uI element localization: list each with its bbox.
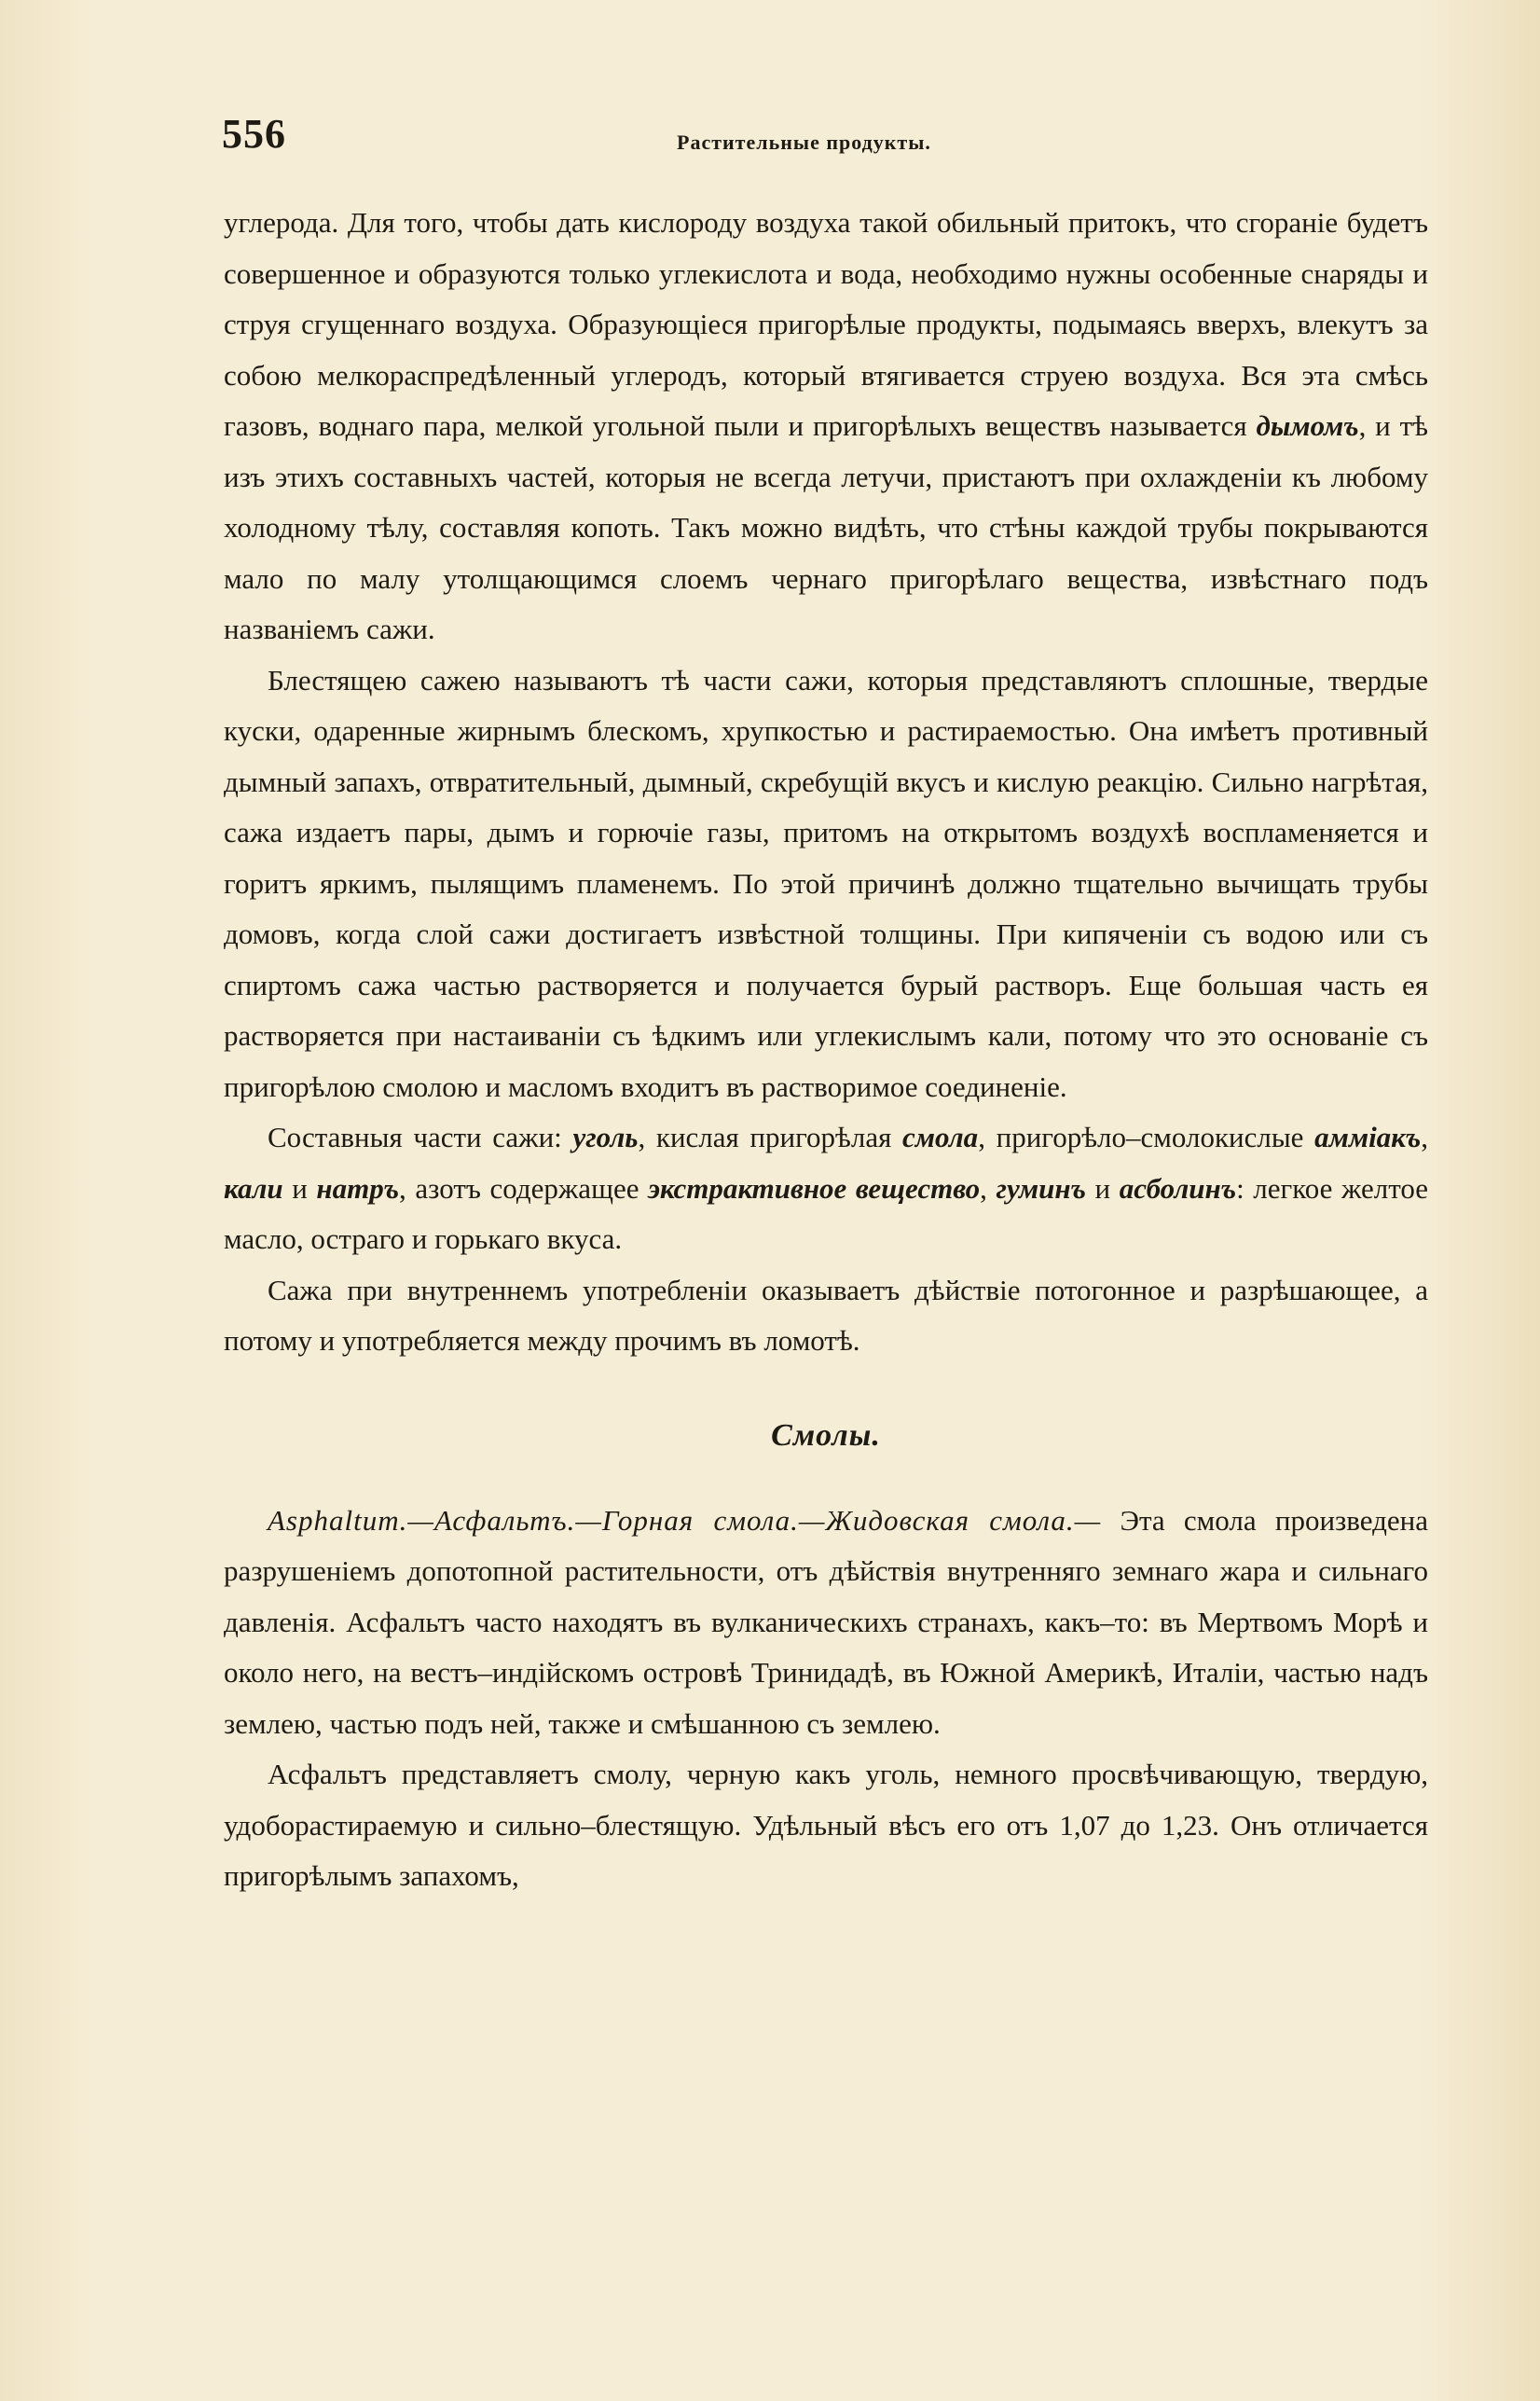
emphasized-term: уголь [572,1121,639,1153]
text-run: Сажа при внутреннемъ употребленіи оказываетъ дѣйствіе потогонное и разрѣшающее, а потому и употребляется между прочимъ въ ломотѣ. [224,1273,1428,1357]
text-run: , пригорѣло–смолокислые [978,1121,1315,1153]
text-run: , [980,1171,997,1205]
text-run: , и тѣ изъ этихъ составныхъ частей, которыя не всегда летучи, пристаютъ при охлажденіи къ любому холодному тѣлу, составляя копоть. Такъ можно видѣть, что стѣны каждой трубы покрываются мало по малу утолщающимся слоемъ чернаго пригорѣлаго вещества, извѣстнаго подъ названіемъ сажи. [224,409,1428,645]
text-run: и [282,1171,317,1205]
emphasized-term: кали [224,1171,283,1205]
paragraph-shiny-soot [224,655,1428,1113]
paragraph-asphalt-properties: Асфальтъ представляетъ смолу, черную какъ уголь, немного просвѣчивающую, твердую, удоборастираемую и сильно–блестящую. Удѣльный вѣсъ его отъ 1,07 до 1,23. Онъ отличается пригорѣлымъ запахомъ, [224,1758,1428,1892]
page-body [224,198,1428,1902]
text-run: : легкое желтое масло, остраго и горькаго вкуса. [224,1171,1428,1255]
text-run: углерода. Для того, чтобы дать кислороду воздуха такой обильный притокъ, что сгораніе будетъ совершенное и образуются только углекислота и вода, необходимо нужны особенные снаряды и струя сгущеннаго воздуха. Образующіеся пригорѣлые продукты, подымаясь вверхъ, влекутъ за собою мелкораспредѣленный углеродъ, который втягивается струею воздуха. Вся эта смѣсь газовъ, воднаго пара, мелкой угольной пыли и пригорѣлыхъ веществъ называется [224,206,1428,442]
emphasized-term: аммiакъ [1314,1121,1422,1153]
emphasized-term: экстрактивное вещество [648,1171,981,1205]
entry-asphaltum [224,1496,1428,1750]
paragraph-smoke [224,198,1428,655]
paragraph-soot-use [224,1265,1428,1367]
entry-text: Эта смола произведена разрушеніемъ допотопной растительности, отъ дѣйствія внутренняго земнаго жара и сильнаго давленія. Асфальтъ часто находятъ въ вулканическихъ странахъ, какъ–то: въ Мертвомъ Морѣ и около него, на вестъ–индійскомъ островѣ Тринидадѣ, въ Южной Америкѣ, Италіи, частью надъ землею, частью подъ ней, также и смѣшанною съ землею. [224,1503,1428,1740]
section-heading: Смолы. [771,1417,881,1453]
entry-title: Asphaltum.—Асфальтъ.—Горная смола.—Жидовская смола.— [268,1503,1102,1537]
emphasized-term: смола [902,1121,979,1153]
text-run: , кислая пригорѣлая [638,1121,903,1153]
emphasized-term: натръ [316,1171,400,1205]
paragraph-soot-components [224,1112,1428,1265]
page-header [222,110,1424,166]
emphasized-term: дымомъ [1256,409,1359,442]
running-head: Растительные продукты. [677,131,931,154]
text-run: , азотъ содержащее [399,1171,649,1205]
text-run: Составныя части сажи: [268,1121,573,1153]
page-number: 556 [222,111,286,157]
text-run: , [1421,1121,1428,1153]
emphasized-term: асболинъ [1119,1171,1237,1205]
text-run: и [1085,1171,1120,1205]
emphasized-term: гуминъ [996,1171,1086,1205]
text-run: Блестящею сажею называютъ тѣ части сажи, которыя представляютъ сплошные, твердые куски, одаренные жирнымъ блескомъ, хрупкостью и растираемостью. Она имѣетъ противный дымный запахъ, отвратительный, дымный, скребущій вкусъ и кислую реакцію. Сильно нагрѣтая, сажа издаетъ пары, дымъ и горючіе газы, притомъ на открытомъ воздухѣ воспламеняется и горитъ яркимъ, пылящимъ пламенемъ. По этой причинѣ должно тщательно вычищать трубы домовъ, когда слой сажи достигаетъ извѣстной толщины. При кипяченіи съ водою или съ спиртомъ сажа частью растворяется и получается бурый растворъ. Еще большая часть ея растворяется при настаиваніи съ ѣдкимъ или углекислымъ кали, потому что это основаніе съ пригорѣлою смолою и масломъ входитъ въ растворимое соединеніе. [224,663,1428,1103]
